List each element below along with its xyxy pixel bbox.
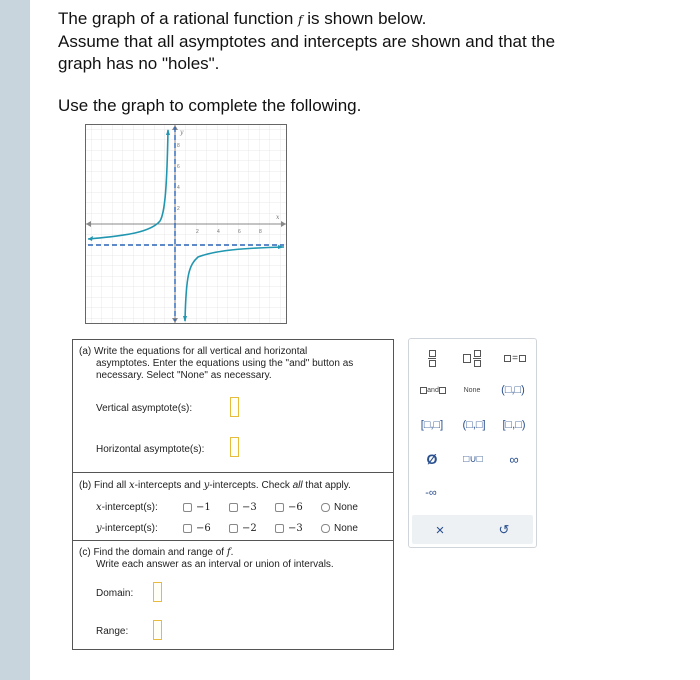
checkbox[interactable] xyxy=(183,524,192,533)
checkbox[interactable] xyxy=(275,524,284,533)
intro-line-2: Assume that all asymptotes and intercepts are shown and that the xyxy=(58,32,556,51)
option-value: −3 xyxy=(288,523,303,534)
and-button[interactable] xyxy=(415,381,451,399)
option-value: None xyxy=(334,523,358,534)
x-intercept-none-option[interactable] xyxy=(321,502,358,513)
checkbox[interactable] xyxy=(183,503,192,512)
none-button[interactable]: None xyxy=(463,386,481,394)
x-tick-label: 2 xyxy=(196,229,199,235)
part-a-section xyxy=(73,340,393,473)
option-value: −3 xyxy=(242,502,257,513)
question-panel xyxy=(72,339,394,650)
checkbox[interactable] xyxy=(229,524,238,533)
checkbox[interactable] xyxy=(275,503,284,512)
y-intercept-var: y xyxy=(96,523,102,534)
part-b-all-emphasis: all xyxy=(292,480,303,491)
y-tick-label: 2 xyxy=(177,206,180,212)
undo-icon[interactable]: ↺ xyxy=(498,522,510,537)
and-label: and xyxy=(427,386,439,394)
option-value: −1 xyxy=(196,502,211,513)
graph-svg xyxy=(86,125,286,323)
infinity-button[interactable]: ∞ xyxy=(509,451,519,467)
part-c-question-end: . xyxy=(230,547,234,558)
horizontal-asymptote-label: Horizontal asymptote(s): xyxy=(96,444,205,455)
x-axis-label: x xyxy=(276,214,280,221)
part-b-question-end: that apply. xyxy=(302,480,351,491)
y-intercept-option-3[interactable] xyxy=(275,523,303,534)
option-value: −6 xyxy=(288,502,303,513)
horizontal-asymptote-input[interactable] xyxy=(230,437,239,457)
part-a-question-line3: necessary. Select "None" as necessary. xyxy=(96,370,272,381)
y-intercept-label: -intercept(s): xyxy=(101,523,158,534)
option-value: None xyxy=(334,502,358,513)
union-button[interactable]: □∪□ xyxy=(463,453,483,465)
part-b-question-mid2: -intercepts. Check xyxy=(209,480,293,491)
part-b-x-var: x xyxy=(129,480,135,491)
part-b-section xyxy=(73,473,393,541)
y-tick-label: 4 xyxy=(177,185,180,191)
half-open-left-interval-button[interactable]: (□,□] xyxy=(462,419,486,431)
domain-input[interactable] xyxy=(153,582,162,602)
equals-button[interactable]: = xyxy=(499,347,531,369)
part-b-y-var: y xyxy=(203,480,210,491)
x-intercept-option-2[interactable] xyxy=(229,502,257,513)
range-label: Range: xyxy=(96,626,129,637)
y-axis-label: y xyxy=(180,129,184,136)
domain-label: Domain: xyxy=(96,588,134,599)
intro-text-end: is shown below. xyxy=(302,9,427,28)
part-c-function-name: f xyxy=(226,547,231,558)
intro-line-3: graph has no "holes". xyxy=(58,54,220,73)
y-intercept-option-2[interactable] xyxy=(229,523,257,534)
closed-interval-button[interactable]: [□,□] xyxy=(420,419,444,431)
mixed-number-button[interactable] xyxy=(457,347,487,369)
vertical-asymptote-label: Vertical asymptote(s): xyxy=(96,403,193,414)
part-a-question-line2: asymptotes. Enter the equations using the "and" button as xyxy=(96,358,354,369)
math-input-palette xyxy=(408,338,537,548)
clear-button[interactable]: × xyxy=(435,521,445,539)
x-tick-label: 6 xyxy=(238,229,241,235)
open-interval-button[interactable]: (□,□) xyxy=(501,384,525,396)
part-a-question: (a) Write the equations for all vertical and horizontal xyxy=(79,346,308,357)
x-tick-label: 4 xyxy=(217,229,220,235)
part-c-section xyxy=(73,541,393,649)
y-intercept-none-option[interactable] xyxy=(321,523,358,534)
fraction-button[interactable] xyxy=(419,347,445,369)
left-margin-bar xyxy=(0,0,30,680)
palette-footer xyxy=(412,515,533,544)
option-value: −6 xyxy=(196,523,211,534)
x-intercept-option-1[interactable] xyxy=(183,502,211,513)
intro-text: The graph of a rational function xyxy=(58,9,299,28)
x-intercept-var: x xyxy=(96,502,102,513)
checkbox[interactable] xyxy=(229,503,238,512)
vertical-asymptote-input[interactable] xyxy=(230,397,239,417)
empty-set-button[interactable]: Ø xyxy=(426,451,438,467)
y-intercept-option-1[interactable] xyxy=(183,523,211,534)
problem-statement xyxy=(58,8,658,75)
checkbox[interactable] xyxy=(321,503,330,512)
y-tick-label: 8 xyxy=(177,143,180,149)
function-name: f xyxy=(298,13,303,27)
checkbox[interactable] xyxy=(321,524,330,533)
negative-infinity-button[interactable]: -∞ xyxy=(425,487,437,499)
option-value: −2 xyxy=(242,523,257,534)
half-open-right-interval-button[interactable]: [□,□) xyxy=(502,419,526,431)
part-b-question: (b) Find all xyxy=(79,480,130,491)
range-input[interactable] xyxy=(153,620,162,640)
x-tick-label: 8 xyxy=(259,229,262,235)
x-intercept-option-3[interactable] xyxy=(275,502,303,513)
use-graph-instruction: Use the graph to complete the following. xyxy=(58,96,362,115)
part-b-question-mid: -intercepts and xyxy=(134,480,204,491)
part-c-question-line2: Write each answer as an interval or union of intervals. xyxy=(96,559,334,570)
part-c-question: (c) Find the domain and range of xyxy=(79,547,227,558)
x-intercept-label: -intercept(s): xyxy=(101,502,158,513)
rational-function-graph[interactable] xyxy=(85,124,287,324)
y-tick-label: 6 xyxy=(177,164,180,170)
